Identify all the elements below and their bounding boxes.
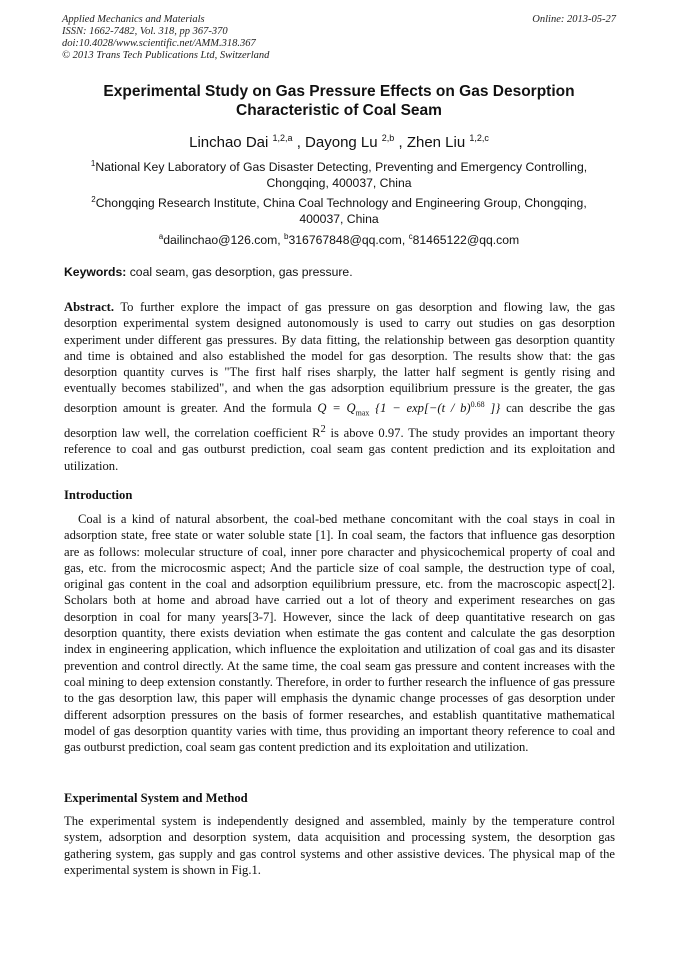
abstract-label: Abstract. <box>64 300 115 314</box>
affiliation-text: National Key Laboratory of Gas Disaster Detecting, Preventing and Emergency Controlling, Chongqing, 400037, China <box>95 160 588 191</box>
section-heading-experimental: Experimental System and Method <box>64 791 248 805</box>
email-link[interactable]: 316767848@qq.com, <box>288 233 406 248</box>
journal-name: Applied Mechanics and Materials <box>62 14 205 25</box>
journal-header <box>62 14 269 62</box>
author-affil-mark: 1,2,a <box>272 133 293 143</box>
online-date: Online: 2013-05-27 <box>532 14 616 25</box>
abstract-text: can describe the gas desorption law well, the correlation coefficient R <box>64 400 615 440</box>
author-list: Linchao Dai $^{1,2,a}$ , Dayong Lu $^{2,b}$ , Zhen Liu $^{1,2,c}$ <box>189 133 489 151</box>
desorption-formula: $Q = Q_{max}$ {1 − exp[−(t / b)$^{0.68}$ ]} <box>317 399 501 418</box>
author-affil-mark: 1,2,c <box>469 133 489 143</box>
journal-issn: ISSN: 1662-7482, Vol. 318, pp 367-370 <box>62 26 228 37</box>
experimental-paragraph: The experimental system is independently designed and assembled, mainly by the temperature control system, adsorption and desorption system, data acquisition and processing system, the desorption gas gathering system, gas supply and gas control systems and other assistive devices. The physical map of the experimental system is shown in Fig.1. <box>64 814 615 877</box>
email-mark: c <box>408 232 413 241</box>
abstract-text: is above 0.97. The study provides an important theory reference to coal and gas outburst prediction, coal seam gas content prediction and its exploitation and utilization. <box>64 425 615 473</box>
affiliation-mark: 2 <box>91 195 96 204</box>
email-link[interactable]: 81465122@qq.com <box>412 233 520 248</box>
email-link[interactable]: dailinchao@126.com, <box>163 233 281 248</box>
r-squared-exponent: 2 <box>320 423 326 435</box>
journal-doi[interactable]: doi:10.4028/www.scientific.net/AMM.318.367 <box>62 38 256 49</box>
author-name: Linchao Dai <box>189 134 269 151</box>
journal-copyright: © 2013 Trans Tech Publications Ltd, Switzerland <box>62 50 270 61</box>
keywords <box>64 264 353 280</box>
author-name: Dayong Lu <box>305 134 378 151</box>
abstract <box>64 299 615 474</box>
author-affil-mark: 2,b <box>381 133 395 143</box>
email-mark: b <box>284 232 289 241</box>
author-emails <box>60 229 618 248</box>
paper-title: Experimental Study on Gas Pressure Effects on Gas Desorption Characteristic of Coal Seam <box>103 83 575 119</box>
keywords-text: coal seam, gas desorption, gas pressure. <box>126 265 353 279</box>
affiliation-text: Chongqing Research Institute, China Coal Technology and Engineering Group, Chongqing, 400037, China <box>95 196 587 227</box>
section-heading-introduction: Introduction <box>64 488 133 502</box>
affiliation-2 <box>78 192 600 227</box>
author-name: Zhen Liu <box>406 134 466 151</box>
abstract-text: To further explore the impact of gas pressure on gas desorption and flowing law, the gas desorption experimental system designed autonomously is used to carry out studies on gas desorption experiment under different gas pressures. By data fitting, the relationship between gas desorption quantity and time is obtained and also established the model for gas desorption. The results show that: the gas desorption quantity curves is "The first half rises sharply, the latter half segment is gently rising and eventually becomes stabilized", and when the gas adsorption equilibrium pressure is the greater, the gas desorption amount is greater. And the formula <box>64 300 615 415</box>
introduction-paragraph: Coal is a kind of natural absorbent, the coal-bed methane concomitant with the coal stays in coal in adsorption state, free state or water soluble state [1]. In coal seam, the factors that influence gas desorption are as follows: molecular structure of coal, inner pore character and physicochemical property of coal and gas, etc. from the microcosmic aspect; And the particle size of coal sample, the destruction type of coal, original gas content in the coal and adsorption equilibrium pressure, etc. from the macroscopic aspect[2]. Scholars both at home and abroad have carried out a lot of theory and experiment researches on gas desorption in coal for many years[3-7]. However, since the lack of deep quantitative research on gas desorption quantity, there exists deviation when estimate the gas content and calculate the gas desorption index in engineering application, which influence the exploitation and utilization of coal gas and its disaster prevention and control directly. At the same time, the coal seam gas pressure and content increases with the coal mining to deep extension constantly. Therefore, in order to further research the influence of gas pressure to the gas desorption law, this paper will emphasis the dynamic change processes of gas desorption under different adsorption pressures on the basis of former researches, and establish quantitative mathematical model of gas desorption quantity varies with time, thus providing an important theory reference to coal and gas outburst prediction, coal seam gas content prediction and its exploitation and utilization. <box>64 512 615 755</box>
affiliation-mark: 1 <box>90 159 96 168</box>
email-mark: a <box>158 232 164 241</box>
keywords-label: Keywords: <box>64 265 127 279</box>
affiliation-1 <box>78 156 600 191</box>
